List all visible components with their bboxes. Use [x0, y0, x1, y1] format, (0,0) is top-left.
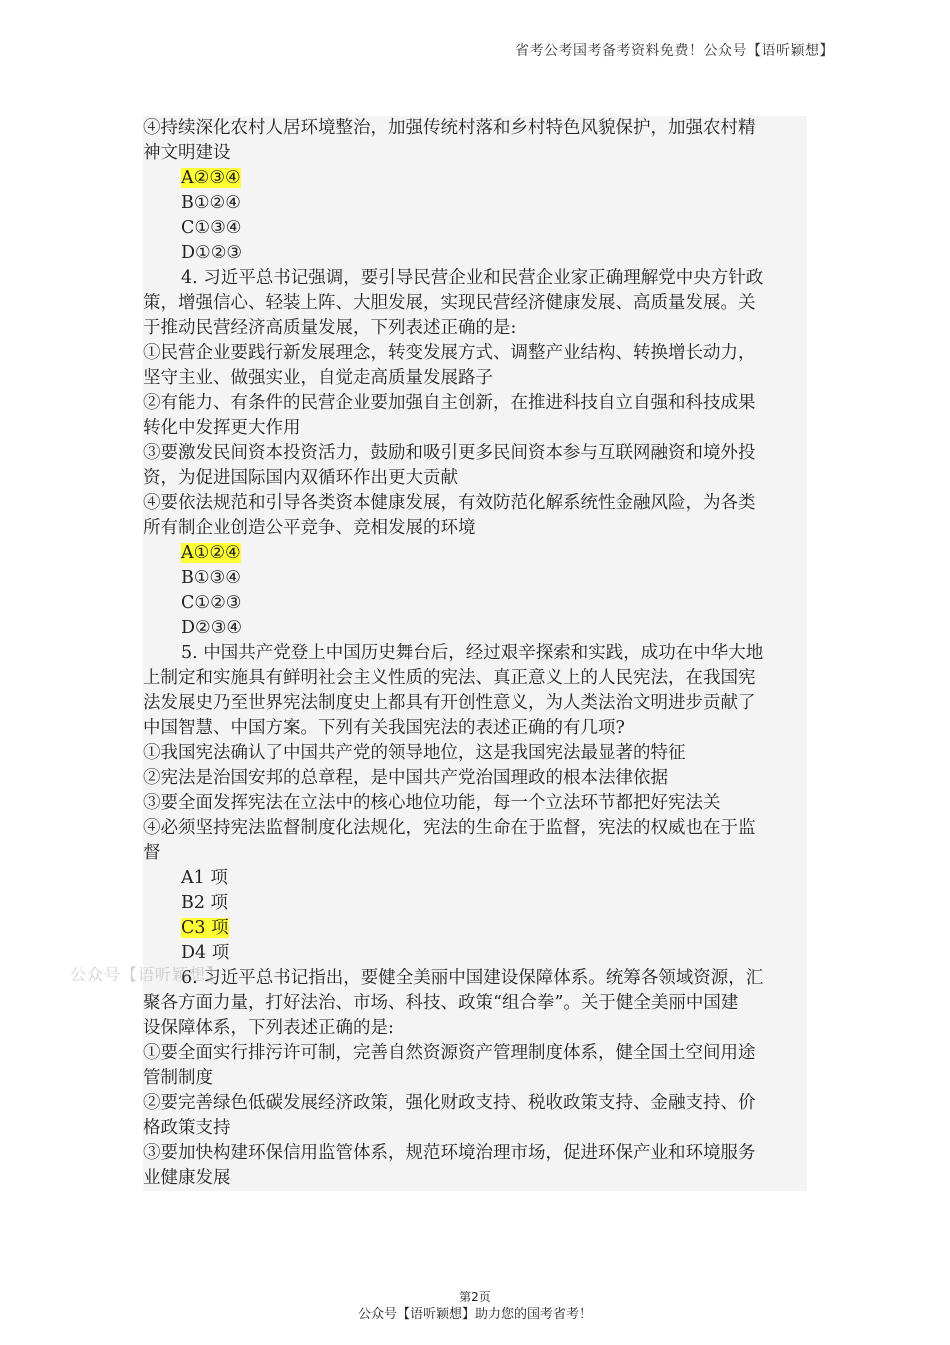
- line-text: ④持续深化农村人居环境整治，加强传统村落和乡村特色风貌保护，加强农村精: [143, 118, 756, 138]
- line-text: 4. 习近平总书记强调，要引导民营企业和民营企业家正确理解党中央方针政: [181, 268, 764, 288]
- line-text: ③要加快构建环保信用监管体系，规范环境治理市场，促进环保产业和环境服务: [143, 1143, 756, 1163]
- line-text: ①要全面实行排污许可制，完善自然资源资产管理制度体系，健全国土空间用途: [143, 1043, 756, 1063]
- line-text: ③要激发民间资本投资活力，鼓励和吸引更多民间资本参与互联网融资和境外投: [143, 443, 756, 463]
- page-number: 第2页: [459, 1290, 491, 1304]
- text-line: [143, 591, 807, 616]
- line-text: 神文明建设: [143, 143, 231, 163]
- text-line: [143, 1091, 807, 1116]
- line-text: A1 项: [181, 868, 228, 888]
- text-line: [143, 1141, 807, 1166]
- text-line: [143, 891, 807, 916]
- text-line: [143, 941, 807, 966]
- text-line: [143, 966, 807, 991]
- line-text: C①③④: [181, 218, 242, 238]
- answer-highlight: A①②④: [181, 543, 241, 563]
- text-line: [143, 866, 807, 891]
- line-text: 策，增强信心、轻装上阵、大胆发展，实现民营经济健康发展、高质量发展。关: [143, 293, 756, 313]
- line-text: 中国智慧、中国方案。下列有关我国宪法的表述正确的有几项?: [143, 718, 625, 738]
- text-line: [143, 666, 807, 691]
- text-line: [143, 1016, 807, 1041]
- line-text: D①②③: [181, 243, 243, 263]
- line-text: ③要全面发挥宪法在立法中的核心地位功能，每一个立法环节都把好宪法关: [143, 793, 721, 813]
- text-line: [143, 466, 807, 491]
- line-text: 上制定和实施具有鲜明社会主义性质的宪法、真正意义上的人民宪法，在我国宪: [143, 668, 756, 688]
- line-text: D②③④: [181, 618, 243, 638]
- document-body: [143, 116, 807, 1191]
- text-line: [143, 116, 807, 141]
- line-text: 格政策支持: [143, 1118, 231, 1138]
- text-line: [143, 841, 807, 866]
- text-line: [143, 566, 807, 591]
- line-text: ④要依法规范和引导各类资本健康发展，有效防范化解系统性金融风险，为各类: [143, 493, 756, 513]
- answer-highlight: C3 项: [181, 918, 229, 938]
- line-text: B①②④: [181, 193, 241, 213]
- text-line: [143, 916, 807, 941]
- line-text: 于推动民营经济高质量发展，下列表述正确的是:: [143, 318, 517, 338]
- text-line: [143, 541, 807, 566]
- line-text: ④必须坚持宪法监督制度化法规化，宪法的生命在于监督，宪法的权威也在于监: [143, 818, 756, 838]
- line-text: ②有能力、有条件的民营企业要加强自主创新，在推进科技自立自强和科技成果: [143, 393, 756, 413]
- text-line: [143, 366, 807, 391]
- text-line: [143, 241, 807, 266]
- line-text: 资，为促进国际国内双循环作出更大贡献: [143, 468, 458, 488]
- text-line: [143, 266, 807, 291]
- footer-note: 公众号【语听颖想】助力您的国考省考！: [357, 1307, 592, 1322]
- line-text: D4 项: [181, 943, 230, 963]
- text-line: [143, 391, 807, 416]
- line-text: 6. 习近平总书记指出，要健全美丽中国建设保障体系。统筹各领域资源，汇: [181, 968, 764, 988]
- answer-highlight: A②③④: [181, 168, 241, 188]
- page-header: 省考公考国考备考资料免费！公众号【语听颖想】: [515, 43, 834, 59]
- text-line: [143, 716, 807, 741]
- text-line: [143, 191, 807, 216]
- line-text: B①③④: [181, 568, 241, 588]
- line-text: 聚各方面力量，打好法治、市场、科技、政策“组合拳”。关于健全美丽中国建: [143, 993, 739, 1013]
- line-text: ①我国宪法确认了中国共产党的领导地位，这是我国宪法最显著的特征: [143, 743, 686, 763]
- text-line: [143, 1116, 807, 1141]
- text-line: [143, 1066, 807, 1091]
- text-line: [143, 1041, 807, 1066]
- text-line: [143, 141, 807, 166]
- text-line: [143, 291, 807, 316]
- text-line: [143, 641, 807, 666]
- text-line: [143, 616, 807, 641]
- line-text: 所有制企业创造公平竞争、竞相发展的环境: [143, 518, 476, 538]
- text-line: [143, 441, 807, 466]
- line-text: ①民营企业要践行新发展理念，转变发展方式、调整产业结构、转换增长动力，: [143, 343, 756, 363]
- text-line: [143, 791, 807, 816]
- line-text: 业健康发展: [143, 1168, 231, 1188]
- line-text: ②要完善绿色低碳发展经济政策，强化财政支持、税收政策支持、金融支持、价: [143, 1093, 756, 1113]
- text-line: [143, 691, 807, 716]
- text-line: [143, 1166, 807, 1191]
- line-text: ②宪法是治国安邦的总章程，是中国共产党治国理政的根本法律依据: [143, 768, 668, 788]
- text-line: [143, 741, 807, 766]
- line-text: 督: [143, 843, 161, 863]
- text-line: [143, 816, 807, 841]
- text-line: [143, 491, 807, 516]
- line-text: 管制制度: [143, 1068, 213, 1088]
- line-text: 设保障体系，下列表述正确的是:: [143, 1018, 394, 1038]
- line-text: 坚守主业、做强实业，自觉走高质量发展路子: [143, 368, 493, 388]
- text-line: [143, 766, 807, 791]
- text-line: [143, 216, 807, 241]
- line-text: 转化中发挥更大作用: [143, 418, 301, 438]
- line-text: 5. 中国共产党登上中国历史舞台后，经过艰辛探索和实践，成功在中华大地: [181, 643, 764, 663]
- line-text: B2 项: [181, 893, 229, 913]
- text-line: [143, 166, 807, 191]
- text-line: [143, 516, 807, 541]
- line-text: 法发展史乃至世界宪法制度史上都具有开创性意义，为人类法治文明进步贡献了: [143, 693, 756, 713]
- text-line: [143, 316, 807, 341]
- watermark-text: 公众号【语听颖想】: [70, 965, 224, 984]
- text-line: [143, 341, 807, 366]
- line-text: C①②③: [181, 593, 242, 613]
- text-line: [143, 991, 807, 1016]
- text-line: [143, 416, 807, 441]
